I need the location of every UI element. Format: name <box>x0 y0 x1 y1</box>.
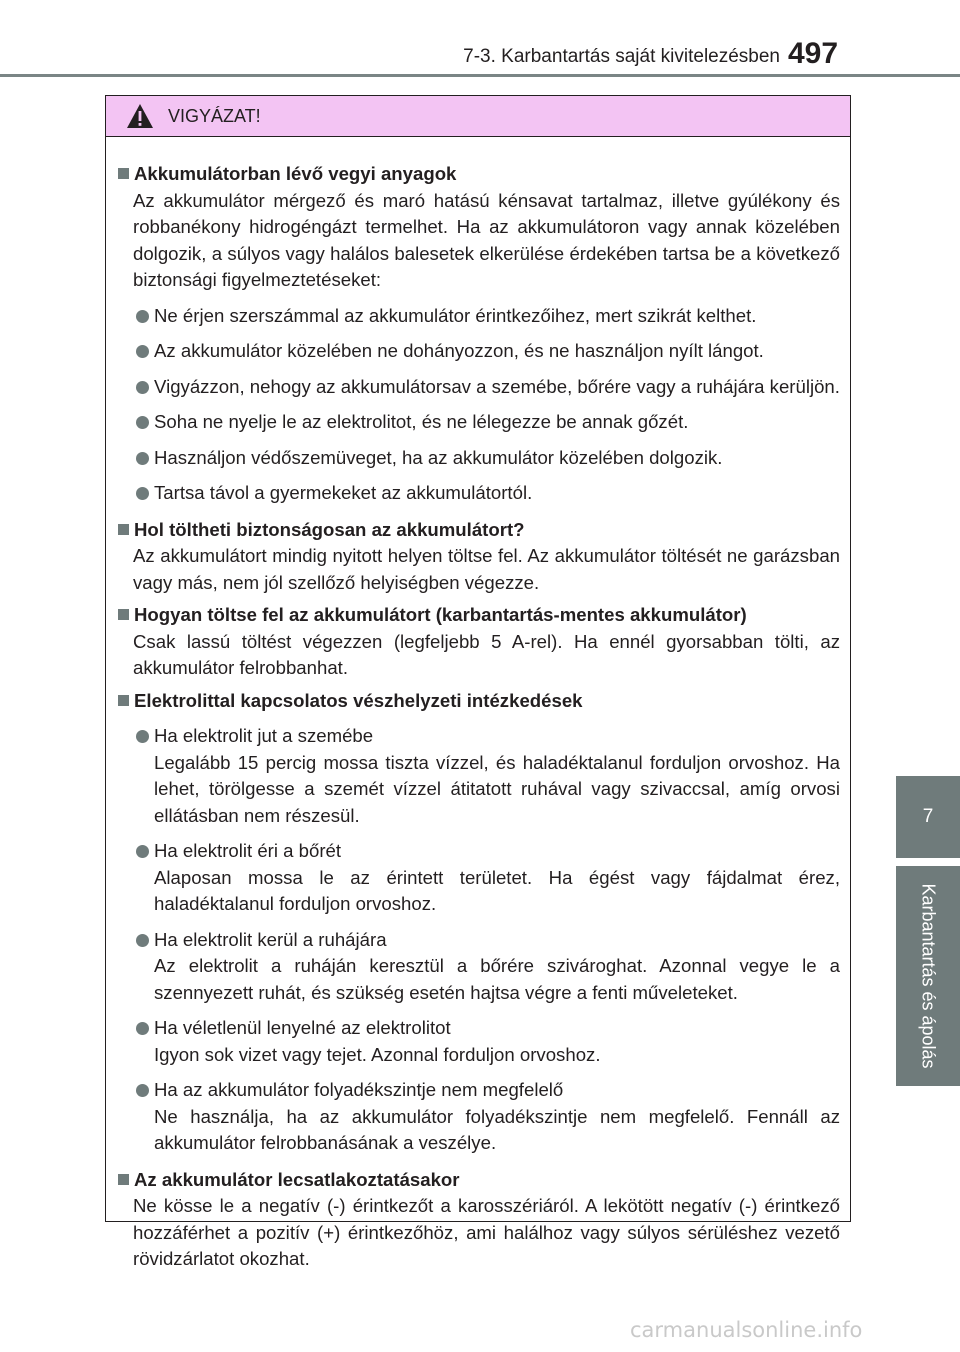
section-text-charge-location: Az akkumulátort mindig nyitott helyen töltse fel. Az akkumulátor töltését ne garázsban vagy más, nem jól szellőző helyiségben végezze. <box>133 545 840 593</box>
chapter-title-tab <box>896 866 960 1086</box>
section-title-how-to-charge: Hogyan töltse fel az akkumulátort (karbantartás-mentes akkumulátor) <box>116 602 840 629</box>
header-section-title: 7-3. Karbantartás saját kivitelezésben <box>463 46 780 67</box>
bullet-clothes-text: Az elektrolit a ruháján keresztül a bőrére szivároghat. Azonnal vegye le a szennyezett ruhát, és szükség esetén hajtsa végre a fenti műveleteket. <box>154 955 840 1003</box>
bullet-clothes-head: Ha elektrolit kerül a ruhájára <box>154 928 387 950</box>
warning-title: VIGYÁZAT! <box>168 106 261 126</box>
section-text-chemicals: Az akkumulátor mérgező és maró hatású kénsavat tartalmaz, illetve gyúlékony és robbanékony hidrogéngázt termelhet. Ha az akkumulátoron vagy annak közelében dolgozik, a súlyos vagy halálos balesetek elkerülése érdekében tartsa be a következő biztonsági figyelmeztetéseket: <box>133 189 840 290</box>
bullet-acid-contact: Vigyázzon, nehogy az akkumulátorsav a szemébe, bőrére vagy a ruhájára kerüljön. <box>116 374 840 401</box>
section-title-chemicals: Akkumulátorban lévő vegyi anyagok <box>116 161 840 188</box>
bullet-skin-text: Alaposan mossa le az érintett területet. Ha égést vagy fájdalmat érez, haladéktalanul forduljon orvoshoz. <box>154 866 840 914</box>
warning-header <box>106 96 850 137</box>
watermark: carmanualsonline.info <box>630 1318 863 1342</box>
bullet-no-smoking: Az akkumulátor közelében ne dohányozzon, és ne használjon nyílt lángot. <box>116 338 840 365</box>
bullet-no-swallow: Soha ne nyelje le az elektrolitot, és ne lélegezze be annak gőzét. <box>116 409 840 436</box>
bullet-fluid-level <box>116 1077 840 1157</box>
chapter-title-label: Karbantartás és ápolás <box>918 883 939 1069</box>
bullet-eyes-head: Ha elektrolit jut a szemébe <box>154 725 374 746</box>
bullet-clothes <box>116 927 840 1007</box>
section-title-disconnect: Az akkumulátor lecsatlakoztatásakor <box>116 1167 840 1194</box>
bullet-eyes-text: Legalább 15 percig mossa tiszta vízzel, és haladéktalanul forduljon orvoshoz. Ha lehet, törölgesse a szemét vízzel átitatott ruhával vagy szivaccsal, amíg orvosi ellátásban nem részesül. <box>154 751 840 826</box>
bullet-skin-head: Ha elektrolit éri a bőrét <box>154 840 342 861</box>
header-rule <box>0 74 960 77</box>
bullet-swallowed-text: Igyon sok vizet vagy tejet. Azonnal forduljon orvoshoz. <box>154 1043 601 1065</box>
section-title-charge-location: Hol töltheti biztonságosan az akkumulátort? <box>116 517 840 544</box>
warning-box <box>105 95 851 1269</box>
page-number: 497 <box>788 37 839 70</box>
bullet-fluid-level-head: Ha az akkumulátor folyadékszintje nem megfelelő <box>154 1079 564 1100</box>
bullet-skin <box>116 838 840 918</box>
section-text-how-to-charge: Csak lassú töltést végezzen (legfeljebb 5 A-rel). Ha ennél gyorsabban tölti, az akkumulátor felrobbanhat. <box>133 630 840 678</box>
chapter-number-tab: 7 <box>896 776 960 858</box>
bullet-fluid-level-text: Ne használja, ha az akkumulátor folyadékszintje nem megfelelő. Fennáll az akkumulátor felrobbanásának a veszélye. <box>154 1105 840 1153</box>
section-title-emergency: Elektrolittal kapcsolatos vészhelyzeti intézkedések <box>116 688 840 715</box>
bullet-goggles: Használjon védőszemüveget, ha az akkumulátor közelében dolgozik. <box>116 445 840 472</box>
warning-body <box>106 137 850 1273</box>
bullet-children: Tartsa távol a gyermekeket az akkumulátortól. <box>116 480 840 507</box>
bullet-swallowed-head: Ha véletlenül lenyelné az elektrolitot <box>154 1017 451 1038</box>
bullet-tools: Ne érjen szerszámmal az akkumulátor érintkezőihez, mert szikrát kelthet. <box>116 303 840 330</box>
warning-triangle-icon <box>126 103 154 129</box>
bullet-swallowed <box>116 1015 840 1068</box>
section-text-disconnect: Ne kösse le a negatív (-) érintkezőt a karosszériáról. A lekötött negatív (-) érintkező hozzáférhet a pozitív (+) érintkezőhöz, ami halálhoz vagy súlyos sérüléshez vezető rövidzárlatot okozhat. <box>133 1195 840 1269</box>
bullet-eyes <box>116 723 840 829</box>
